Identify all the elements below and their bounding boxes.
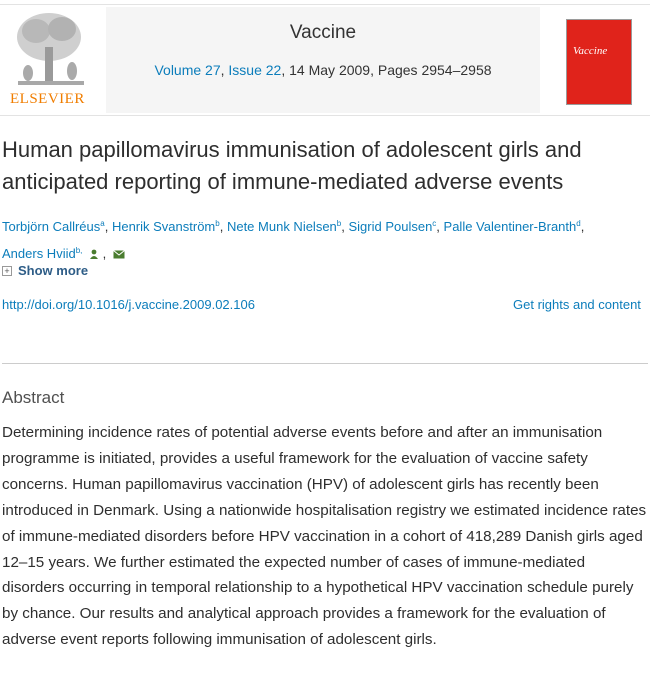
journal-header — [0, 4, 650, 116]
volume-link[interactable]: Volume 27 — [154, 62, 221, 78]
plus-icon: + — [2, 266, 12, 276]
affiliation-sup[interactable]: d — [576, 219, 581, 228]
elsevier-logo[interactable] — [0, 7, 106, 113]
issue-link[interactable]: Issue 22 — [228, 62, 282, 78]
person-icon[interactable] — [89, 243, 99, 267]
abstract-heading: Abstract — [2, 388, 65, 407]
section-divider — [2, 363, 648, 364]
publisher-name: ELSEVIER — [10, 91, 85, 107]
journal-issue-line: Volume 27, Issue 22, 14 May 2009, Pages 2954–2958 — [154, 62, 492, 78]
affiliation-sup[interactable]: b — [336, 219, 342, 228]
abstract-text: Determining incidence rates of potential adverse events before and after an immunisation programme is initiated, provides a useful framework for the evaluation of vaccine safety concerns. Human papillomavirus vaccination (HPV) of adolescent girls has recently been introduced in Denmark. Using a nationwide hospitalisation registry we estimated incidence rates of immune-mediated disorders before HPV vaccination in a cohort of 418,289 Danish girls aged 12–15 years. We further estimated the expected number of cases of immune-mediated disorders occurring in temporal relationship to a hypothetical HPV vaccination schedule purely by chance. Our results and analytical approach provides a framework for the evaluation of adverse event reports following immunisation of adolescent girls. — [2, 424, 647, 649]
rights-link[interactable]: Get rights and content — [513, 297, 641, 312]
author-link[interactable]: Nete Munk Nielsen — [226, 219, 337, 234]
mail-icon[interactable] — [113, 243, 125, 267]
affiliation-sup[interactable]: b, — [75, 246, 83, 255]
show-more-toggle[interactable] — [2, 263, 88, 278]
elsevier-tree-logo — [4, 11, 104, 95]
author-link[interactable]: Sigrid Poulsen — [348, 219, 433, 234]
author-link[interactable]: Anders Hviid — [2, 246, 76, 261]
article-title: Human papillomavirus immunisation of adolescent girls and anticipated reporting of immune-mediated adverse events — [2, 137, 582, 194]
doi-link[interactable]: http://doi.org/10.1016/j.vaccine.2009.02.106 — [2, 297, 255, 312]
journal-cover[interactable] — [566, 19, 632, 105]
affiliation-sup[interactable]: c — [432, 219, 437, 228]
affiliation-sup[interactable]: b — [215, 219, 220, 228]
affiliation-sup[interactable]: a — [100, 219, 105, 228]
journal-info — [106, 7, 540, 113]
cover-title: Vaccine — [573, 45, 608, 57]
author-link[interactable]: Torbjörn Callréus — [2, 219, 101, 234]
author-link[interactable]: Palle Valentiner-Branth — [443, 219, 577, 234]
author-link[interactable]: Henrik Svanström — [111, 219, 216, 234]
show-more-label: Show more — [18, 263, 89, 278]
journal-title[interactable]: Vaccine — [289, 22, 357, 43]
issue-date-pages: 14 May 2009, Pages 2954–2958 — [289, 62, 492, 78]
author-list: Torbjörn Callréus$^a$, Henrik Svanström$^b$, Nete Munk Nielsen$^b$, Sigrid Poulsen$^c$, Palle Valentiner-Branth$^d$, Anders Hviid$^{b,}$ , — [2, 212, 642, 267]
